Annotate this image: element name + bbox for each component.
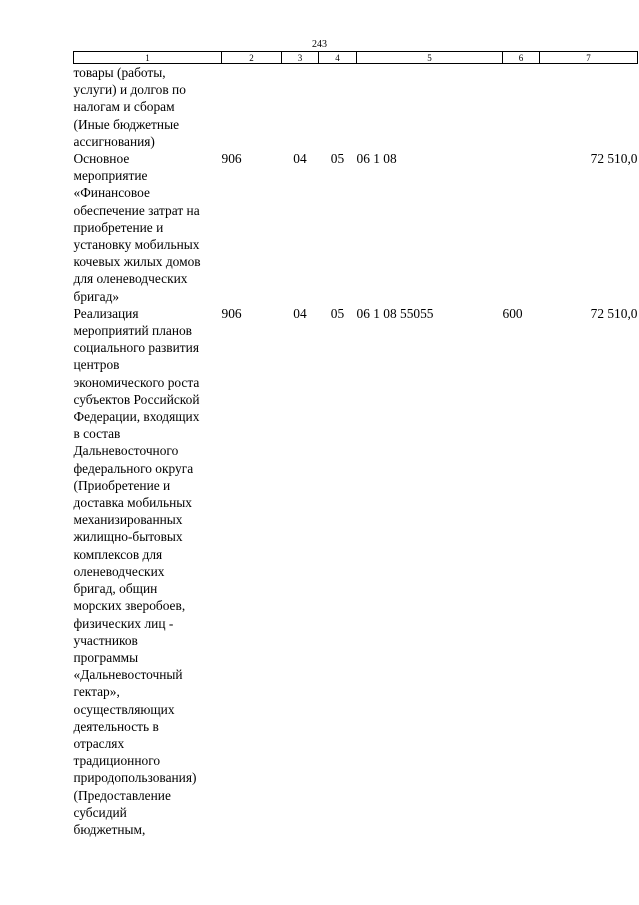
description-line: (Приобретение и bbox=[73, 477, 171, 493]
description-line: бригад» bbox=[73, 288, 120, 304]
description-line: товары (работы, bbox=[73, 65, 166, 80]
subsection-cell bbox=[319, 64, 357, 151]
description-line: жилищно-бытовых bbox=[73, 529, 183, 545]
description-line: приобретение и bbox=[73, 219, 164, 235]
column-header: 5 bbox=[357, 52, 503, 64]
section-cell: 04 bbox=[293, 305, 307, 321]
description-line: налогам и сборам bbox=[73, 99, 175, 115]
description-line: в состав bbox=[73, 426, 121, 442]
description-line: (Предоставление bbox=[73, 787, 171, 803]
description-line: федерального округа bbox=[73, 460, 194, 476]
target-article-cell: 06 1 08 55055 bbox=[356, 305, 434, 321]
description-line: гектар», bbox=[73, 684, 120, 700]
ministry-code-cell: 906 bbox=[221, 151, 242, 167]
expense-type-cell bbox=[503, 64, 540, 151]
description-cell bbox=[74, 64, 222, 151]
table-body bbox=[74, 64, 638, 839]
description-line: экономического роста bbox=[73, 374, 200, 390]
budget-table bbox=[73, 51, 638, 838]
description-line: механизированных bbox=[73, 512, 183, 528]
subsection-cell: 05 bbox=[330, 151, 345, 167]
target-article-cell bbox=[357, 64, 503, 151]
description-line: морских зверобоев, bbox=[73, 598, 186, 614]
description-line: отраслях bbox=[73, 735, 125, 751]
amount-cell: 72 510,0 bbox=[590, 305, 638, 321]
expense-type-cell bbox=[503, 150, 540, 305]
description-line: ассигнования) bbox=[73, 133, 155, 149]
amount-cell: 72 510,0 bbox=[590, 151, 638, 167]
description-line: мероприятий планов bbox=[73, 323, 193, 339]
description-line: центров bbox=[73, 357, 120, 373]
description-line: кочевых жилых домов bbox=[73, 254, 201, 270]
description-line: бюджетным, bbox=[73, 821, 146, 837]
table-row bbox=[74, 150, 638, 305]
description-line: участников bbox=[73, 632, 138, 648]
table-row bbox=[74, 64, 638, 151]
description-line: осуществляющих bbox=[73, 701, 175, 717]
target-article-cell: 06 1 08 bbox=[356, 151, 397, 167]
description-line: природопользования) bbox=[73, 770, 197, 786]
description-line: (Иные бюджетные bbox=[73, 116, 180, 132]
description-line: доставка мобильных bbox=[73, 495, 192, 511]
description-line: социального развития bbox=[73, 340, 199, 356]
expense-type-cell: 600 bbox=[502, 305, 523, 321]
description-line: деятельность в bbox=[73, 718, 159, 734]
description-line: Федерации, входящих bbox=[73, 409, 200, 425]
description-line: установку мобильных bbox=[73, 237, 200, 253]
ministry-code-cell: 906 bbox=[221, 305, 242, 321]
column-header: 1 bbox=[74, 52, 222, 64]
description-line: физических лиц - bbox=[73, 615, 174, 631]
description-line: Дальневосточного bbox=[73, 443, 179, 459]
table-row bbox=[74, 305, 638, 838]
description-line: субсидий bbox=[73, 804, 127, 820]
column-number-row bbox=[74, 52, 638, 64]
ministry-code-cell bbox=[222, 64, 282, 151]
column-header: 4 bbox=[319, 52, 357, 64]
description-cell bbox=[74, 305, 222, 838]
column-header: 6 bbox=[503, 52, 540, 64]
description-cell bbox=[74, 150, 222, 305]
description-line: оленеводческих bbox=[73, 563, 165, 579]
description-line: «Финансовое bbox=[73, 185, 150, 201]
description-line: услуги) и долгов по bbox=[73, 82, 186, 98]
description-line: Реализация bbox=[73, 305, 139, 321]
section-cell bbox=[282, 64, 319, 151]
description-line: бригад, общин bbox=[73, 581, 158, 597]
description-line: программы bbox=[73, 649, 139, 665]
description-line: традиционного bbox=[73, 753, 161, 769]
description-line: обеспечение затрат на bbox=[73, 202, 200, 218]
amount-cell bbox=[540, 64, 638, 151]
description-line: для оленеводческих bbox=[73, 271, 188, 287]
section-cell: 04 bbox=[293, 151, 307, 167]
description-line: субъектов Российской bbox=[73, 391, 200, 407]
subsection-cell: 05 bbox=[330, 305, 345, 321]
column-header: 7 bbox=[540, 52, 638, 64]
description-line: Основное bbox=[73, 151, 130, 167]
page-number: 243 bbox=[312, 39, 327, 50]
description-line: «Дальневосточный bbox=[73, 667, 183, 683]
column-header: 2 bbox=[222, 52, 282, 64]
description-line: мероприятие bbox=[73, 168, 148, 184]
column-header: 3 bbox=[282, 52, 319, 64]
description-line: комплексов для bbox=[73, 546, 163, 562]
